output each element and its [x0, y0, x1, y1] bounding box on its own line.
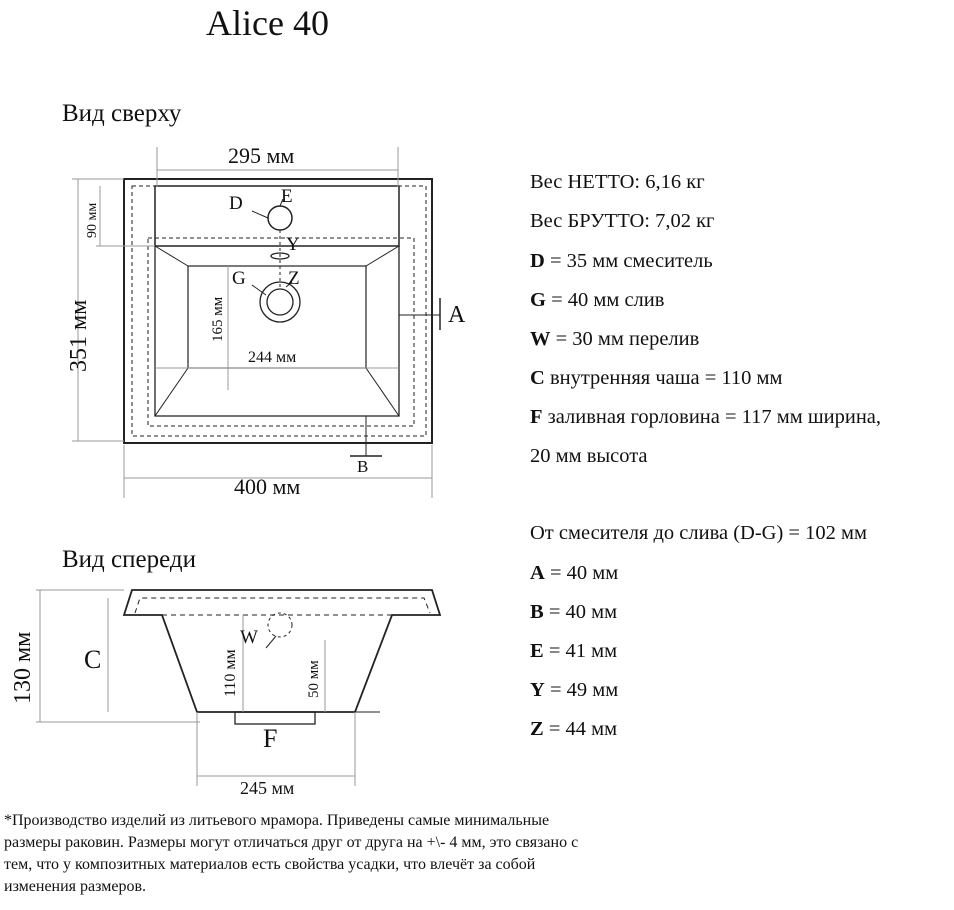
top-rim-dashed	[132, 186, 426, 436]
front-drain-neck	[235, 712, 315, 724]
spec-a: A = 40 мм	[530, 562, 619, 584]
dim-50: 50 мм	[306, 660, 322, 698]
label-y: Y	[286, 234, 300, 255]
label-a: A	[448, 302, 466, 328]
drain-hole-inner	[267, 289, 293, 315]
label-b: B	[357, 457, 369, 476]
dim-295: 295 мм	[228, 143, 295, 168]
spec-c: C внутренняя чаша = 110 мм	[530, 367, 783, 389]
spec-b: B = 40 мм	[530, 601, 618, 623]
front-body-outline	[124, 590, 440, 712]
spec-f: F заливная горловина = 117 мм ширина,	[530, 406, 882, 428]
label-e: E	[281, 186, 293, 207]
front-view-heading: Вид спереди	[62, 546, 196, 573]
dim-244: 244 мм	[248, 349, 297, 366]
spec-g: G = 40 мм слив	[530, 289, 665, 311]
spec-d: D = 35 мм смеситель	[530, 250, 713, 272]
spec-e: E = 41 мм	[530, 640, 618, 662]
spec-z: Z = 44 мм	[530, 718, 618, 740]
dim-165: 165 мм	[210, 296, 226, 342]
label-z: Z	[288, 268, 300, 289]
spec-f-height: 20 мм высота	[530, 445, 648, 467]
dim-351: 351 мм	[66, 299, 92, 372]
dim-400: 400 мм	[234, 474, 301, 499]
dim-245: 245 мм	[240, 778, 295, 798]
dim-90: 90 мм	[85, 202, 100, 238]
dim-110: 110 мм	[222, 649, 239, 697]
spec-net-weight: Вес НЕТТО: 6,16 кг	[530, 171, 705, 193]
spec-w: W = 30 мм перелив	[530, 328, 700, 350]
top-view-heading: Вид сверху	[62, 100, 182, 127]
overflow-circle	[268, 613, 292, 637]
footnote: *Производство изделий из литьевого мрамора. Приведены самые минимальные размеры раковин. Размеры могут отличаться друг от друга на +\- 4 мм, это связано с тем, что у композитных материалов есть свойства усадки, что влечёт за собой изменения размеров.	[4, 812, 579, 895]
spec-gross-weight: Вес БРУТТО: 7,02 кг	[530, 210, 715, 232]
top-back-ledge	[155, 186, 399, 246]
faucet-hole	[268, 206, 292, 230]
top-bowl-outline	[155, 246, 399, 416]
dim-130: 130 мм	[10, 631, 36, 704]
spec-y: Y = 49 мм	[530, 679, 619, 701]
top-outer-outline	[124, 179, 432, 443]
label-w: W	[240, 627, 258, 648]
label-f: F	[263, 724, 278, 753]
spec-d-g-distance: От смесителя до слива (D-G) = 102 мм	[530, 522, 867, 544]
label-c: C	[84, 645, 102, 674]
label-g: G	[232, 268, 246, 289]
label-d: D	[229, 193, 243, 214]
drawing-title: Alice 40	[206, 3, 329, 43]
